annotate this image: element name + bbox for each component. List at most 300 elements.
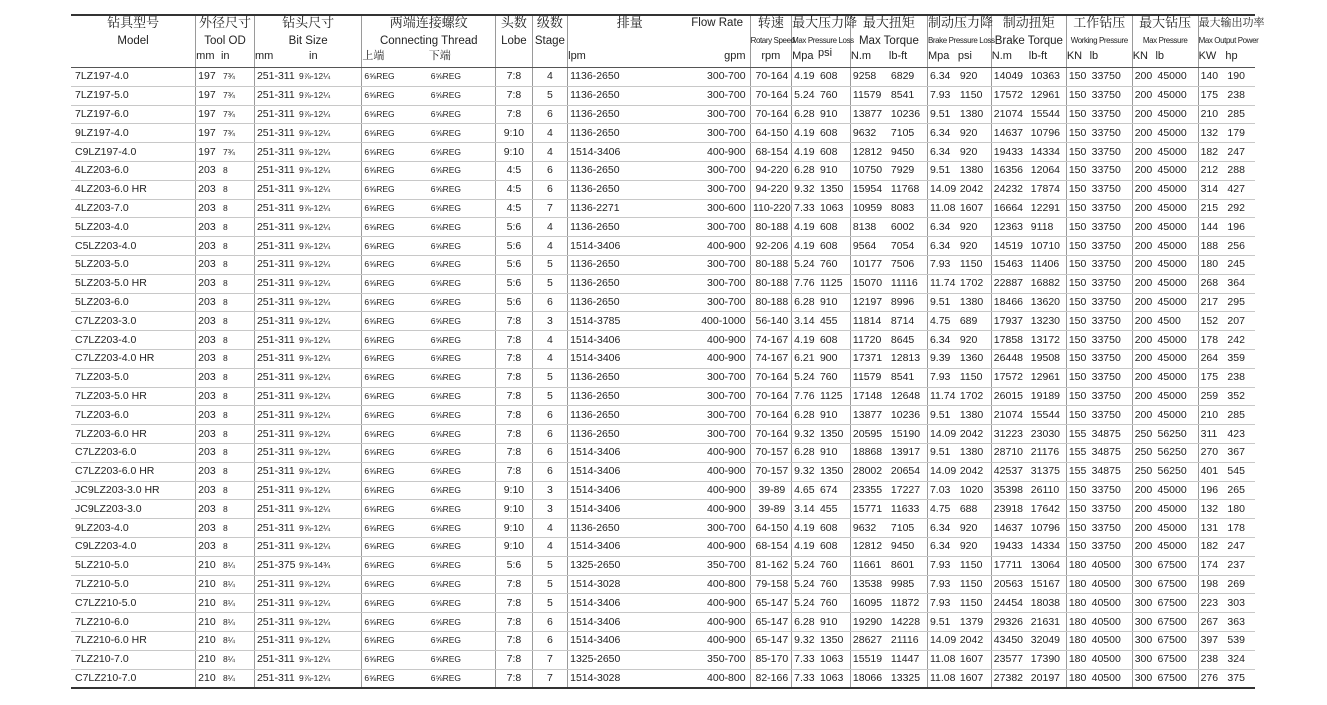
cell-flow-gpm: 350-700	[691, 650, 750, 669]
cell-power-hp: 238	[1225, 86, 1255, 105]
cell-brake-torque-lbft: 9118	[1029, 218, 1067, 237]
header-tool-od-cn: 外径尺寸	[196, 15, 255, 34]
cell-max-torque-lbft: 6002	[889, 218, 928, 237]
cell-model: 7LZ210-6.0 HR	[71, 631, 196, 650]
cell-tool-od-mm: 210	[196, 575, 221, 594]
cell-brake-pressure-psi: 2042	[958, 425, 991, 444]
cell-max-pressure-psi: 1350	[818, 180, 850, 199]
cell-brake-torque-nm: 17858	[991, 331, 1029, 350]
cell-flow-gpm: 400-900	[691, 349, 750, 368]
cell-model: C9LZ203-4.0	[71, 537, 196, 556]
cell-max-pressure-mpa: 4.19	[792, 143, 818, 162]
cell-stage: 7	[532, 199, 567, 218]
cell-max-wob-lb: 67500	[1155, 613, 1198, 632]
cell-working-kn: 150	[1066, 105, 1089, 124]
cell-stage: 4	[532, 143, 567, 162]
cell-flow-lpm: 1136-2650	[568, 180, 692, 199]
cell-max-wob-kn: 200	[1132, 124, 1155, 143]
cell-power-kw: 182	[1198, 537, 1225, 556]
cell-brake-pressure-mpa: 9.51	[927, 161, 957, 180]
cell-working-kn: 150	[1066, 274, 1089, 293]
motor-spec-sheet	[71, 14, 1265, 689]
header-brake-torque-en: Brake Torque	[991, 34, 1066, 49]
cell-bit-size-in: 9⅞-12¼	[297, 594, 362, 613]
cell-max-torque-lbft: 8541	[889, 368, 928, 387]
cell-power-hp: 545	[1225, 462, 1255, 481]
cell-working-kn: 150	[1066, 68, 1089, 87]
cell-max-wob-kn: 300	[1132, 556, 1155, 575]
cell-thread-bottom: 6⅝REG	[429, 631, 496, 650]
unit-speed-rpm: rpm	[750, 49, 792, 68]
cell-tool-od-in: 8	[221, 519, 254, 538]
cell-bit-size-mm: 251-311	[254, 180, 297, 199]
cell-brake-torque-lbft: 21176	[1029, 443, 1067, 462]
cell-max-pressure-mpa: 4.19	[792, 68, 818, 87]
cell-model: 9LZ203-4.0	[71, 519, 196, 538]
cell-flow-lpm: 1136-2650	[568, 105, 692, 124]
cell-bit-size-in: 9⅞-12¼	[297, 368, 362, 387]
cell-stage: 4	[532, 218, 567, 237]
table-row	[71, 556, 1255, 575]
cell-tool-od-in: 8	[221, 218, 254, 237]
cell-brake-pressure-psi: 1150	[958, 255, 991, 274]
cell-model: C7LZ210-7.0	[71, 669, 196, 688]
cell-tool-od-mm: 210	[196, 631, 221, 650]
cell-thread-bottom: 6⅝REG	[429, 519, 496, 538]
cell-power-kw: 401	[1198, 462, 1225, 481]
cell-stage: 6	[532, 406, 567, 425]
cell-working-kn: 150	[1066, 368, 1089, 387]
cell-max-wob-kn: 250	[1132, 443, 1155, 462]
cell-flow-lpm: 1136-2650	[568, 68, 692, 87]
cell-speed-rpm: 56-140	[750, 312, 792, 331]
cell-brake-pressure-mpa: 7.93	[927, 368, 957, 387]
cell-bit-size-mm: 251-311	[254, 537, 297, 556]
cell-working-lb: 33750	[1090, 387, 1133, 406]
cell-brake-torque-lbft: 10710	[1029, 237, 1067, 256]
cell-working-kn: 150	[1066, 293, 1089, 312]
cell-max-torque-nm: 8138	[850, 218, 889, 237]
cell-brake-torque-nm: 26015	[991, 387, 1029, 406]
cell-brake-pressure-mpa: 4.75	[927, 500, 957, 519]
cell-flow-lpm: 1136-2650	[568, 161, 692, 180]
cell-model: 7LZ203-5.0 HR	[71, 387, 196, 406]
cell-brake-pressure-psi: 920	[958, 537, 991, 556]
cell-lobe: 7:8	[496, 425, 532, 444]
cell-max-torque-lbft: 9985	[889, 575, 928, 594]
cell-max-pressure-mpa: 5.24	[792, 86, 818, 105]
cell-bit-size-in: 9⅞-12¼	[297, 180, 362, 199]
cell-working-kn: 150	[1066, 481, 1089, 500]
cell-max-pressure-mpa: 4.65	[792, 481, 818, 500]
cell-flow-lpm: 1136-2650	[568, 387, 692, 406]
cell-flow-gpm: 300-700	[691, 180, 750, 199]
cell-brake-torque-nm: 21074	[991, 406, 1029, 425]
cell-max-wob-lb: 45000	[1155, 293, 1198, 312]
cell-max-pressure-mpa: 4.19	[792, 237, 818, 256]
cell-brake-pressure-psi: 920	[958, 124, 991, 143]
cell-max-pressure-psi: 608	[818, 143, 850, 162]
cell-max-torque-lbft: 11872	[889, 594, 928, 613]
cell-bit-size-in: 9⅞-12¼	[297, 68, 362, 87]
cell-brake-torque-lbft: 12961	[1029, 368, 1067, 387]
cell-tool-od-in: 8	[221, 274, 254, 293]
header-output-power-cn: 最大输出功率	[1198, 17, 1265, 29]
cell-brake-torque-lbft: 15544	[1029, 105, 1067, 124]
cell-lobe: 9:10	[496, 143, 532, 162]
cell-max-wob-kn: 300	[1132, 631, 1155, 650]
cell-max-wob-kn: 300	[1132, 669, 1155, 688]
cell-lobe: 7:8	[496, 105, 532, 124]
cell-power-hp: 245	[1225, 255, 1255, 274]
cell-max-torque-lbft: 7054	[889, 237, 928, 256]
cell-working-kn: 180	[1066, 613, 1089, 632]
cell-speed-rpm: 94-220	[750, 161, 792, 180]
cell-brake-torque-nm: 14049	[991, 68, 1029, 87]
cell-brake-torque-lbft: 12961	[1029, 86, 1067, 105]
header-thread-en: Connecting Thread	[362, 34, 496, 49]
cell-max-torque-nm: 12197	[850, 293, 889, 312]
cell-max-torque-nm: 13877	[850, 105, 889, 124]
cell-tool-od-mm: 210	[196, 556, 221, 575]
cell-power-hp: 539	[1225, 631, 1255, 650]
cell-power-hp: 367	[1225, 443, 1255, 462]
cell-tool-od-mm: 210	[196, 594, 221, 613]
cell-brake-torque-lbft: 13620	[1029, 293, 1067, 312]
cell-flow-gpm: 400-900	[691, 443, 750, 462]
cell-lobe: 5:6	[496, 274, 532, 293]
cell-tool-od-mm: 203	[196, 331, 221, 350]
cell-brake-pressure-mpa: 9.51	[927, 443, 957, 462]
cell-bit-size-mm: 251-311	[254, 443, 297, 462]
cell-brake-torque-nm: 23577	[991, 650, 1029, 669]
cell-flow-gpm: 400-900	[691, 143, 750, 162]
cell-thread-top: 6⅝REG	[362, 406, 429, 425]
cell-brake-torque-lbft: 14334	[1029, 143, 1067, 162]
cell-max-pressure-mpa: 7.76	[792, 387, 818, 406]
cell-speed-rpm: 70-157	[750, 462, 792, 481]
cell-max-torque-lbft: 11768	[889, 180, 928, 199]
cell-max-torque-lbft: 8083	[889, 199, 928, 218]
cell-flow-gpm: 400-900	[691, 631, 750, 650]
unit-thread-top: 上端	[362, 49, 429, 68]
cell-max-pressure-mpa: 6.28	[792, 161, 818, 180]
cell-speed-rpm: 82-166	[750, 669, 792, 688]
cell-bit-size-mm: 251-311	[254, 519, 297, 538]
table-row	[71, 368, 1255, 387]
cell-max-wob-lb: 45000	[1155, 331, 1198, 350]
cell-max-wob-kn: 200	[1132, 237, 1155, 256]
cell-max-torque-nm: 23355	[850, 481, 889, 500]
cell-flow-lpm: 1136-2650	[568, 86, 692, 105]
table-row	[71, 443, 1255, 462]
cell-max-pressure-mpa: 6.28	[792, 406, 818, 425]
cell-max-wob-lb: 45000	[1155, 86, 1198, 105]
cell-flow-gpm: 400-900	[691, 613, 750, 632]
cell-max-wob-kn: 200	[1132, 500, 1155, 519]
cell-brake-torque-nm: 12363	[991, 218, 1029, 237]
cell-power-hp: 427	[1225, 180, 1255, 199]
cell-max-torque-lbft: 11116	[889, 274, 928, 293]
cell-working-kn: 150	[1066, 180, 1089, 199]
cell-bit-size-mm: 251-311	[254, 237, 297, 256]
cell-tool-od-mm: 203	[196, 425, 221, 444]
cell-bit-size-mm: 251-311	[254, 124, 297, 143]
cell-max-pressure-psi: 760	[818, 575, 850, 594]
cell-brake-pressure-psi: 2042	[958, 180, 991, 199]
cell-power-hp: 178	[1225, 519, 1255, 538]
cell-working-kn: 150	[1066, 387, 1089, 406]
cell-tool-od-in: 8	[221, 293, 254, 312]
cell-thread-top: 6⅝REG	[362, 293, 429, 312]
cell-power-kw: 314	[1198, 180, 1225, 199]
cell-flow-gpm: 400-900	[691, 594, 750, 613]
unit-stage	[532, 49, 567, 68]
cell-flow-gpm: 400-900	[691, 331, 750, 350]
cell-max-pressure-psi: 760	[818, 368, 850, 387]
cell-power-kw: 217	[1198, 293, 1225, 312]
header-max-torque-cn: 最大扭矩	[850, 15, 927, 34]
cell-bit-size-in: 9⅞-12¼	[297, 199, 362, 218]
cell-max-pressure-mpa: 6.28	[792, 105, 818, 124]
cell-thread-bottom: 6⅝REG	[429, 650, 496, 669]
header-max-pressure-loss-en: Max Pressure Loss	[792, 34, 851, 49]
cell-power-hp: 295	[1225, 293, 1255, 312]
cell-working-lb: 33750	[1090, 368, 1133, 387]
cell-power-kw: 188	[1198, 237, 1225, 256]
cell-bit-size-mm: 251-311	[254, 575, 297, 594]
cell-max-pressure-psi: 910	[818, 613, 850, 632]
cell-bit-size-mm: 251-311	[254, 387, 297, 406]
cell-lobe: 7:8	[496, 575, 532, 594]
cell-power-kw: 198	[1198, 575, 1225, 594]
cell-lobe: 7:8	[496, 631, 532, 650]
cell-power-hp: 324	[1225, 650, 1255, 669]
cell-brake-torque-nm: 19433	[991, 143, 1029, 162]
cell-stage: 4	[532, 519, 567, 538]
unit-brake-pressure-psi: psi	[958, 49, 991, 68]
cell-max-wob-kn: 200	[1132, 312, 1155, 331]
cell-stage: 5	[532, 594, 567, 613]
cell-max-torque-nm: 10750	[850, 161, 889, 180]
cell-brake-pressure-mpa: 14.09	[927, 425, 957, 444]
cell-tool-od-in: 8	[221, 349, 254, 368]
cell-max-torque-lbft: 15190	[889, 425, 928, 444]
cell-max-torque-lbft: 7506	[889, 255, 928, 274]
cell-lobe: 7:8	[496, 669, 532, 688]
cell-max-torque-lbft: 9450	[889, 537, 928, 556]
cell-brake-torque-lbft: 26110	[1029, 481, 1067, 500]
cell-max-torque-nm: 19290	[850, 613, 889, 632]
cell-flow-lpm: 1514-3406	[568, 349, 692, 368]
unit-power-hp: hp	[1225, 49, 1255, 68]
cell-flow-lpm: 1136-2650	[568, 519, 692, 538]
cell-max-pressure-psi: 608	[818, 124, 850, 143]
cell-flow-lpm: 1136-2650	[568, 274, 692, 293]
cell-max-torque-lbft: 11633	[889, 500, 928, 519]
spec-table	[71, 14, 1265, 689]
cell-max-pressure-psi: 1063	[818, 199, 850, 218]
cell-model: 7LZ203-6.0	[71, 406, 196, 425]
cell-lobe: 5:6	[496, 293, 532, 312]
cell-power-kw: 196	[1198, 481, 1225, 500]
cell-working-kn: 150	[1066, 199, 1089, 218]
cell-flow-gpm: 300-700	[691, 293, 750, 312]
cell-power-kw: 210	[1198, 105, 1225, 124]
cell-max-wob-lb: 45000	[1155, 180, 1198, 199]
cell-power-kw: 268	[1198, 274, 1225, 293]
cell-bit-size-mm: 251-311	[254, 425, 297, 444]
cell-model: 7LZ203-6.0 HR	[71, 425, 196, 444]
cell-max-pressure-mpa: 4.19	[792, 537, 818, 556]
cell-power-kw: 132	[1198, 500, 1225, 519]
cell-brake-pressure-psi: 1607	[958, 650, 991, 669]
table-row	[71, 86, 1255, 105]
cell-max-pressure-mpa: 6.28	[792, 443, 818, 462]
unit-max-torque-lbft: lb-ft	[889, 49, 928, 68]
cell-tool-od-mm: 203	[196, 387, 221, 406]
cell-bit-size-mm: 251-311	[254, 331, 297, 350]
cell-thread-bottom: 6⅝REG	[429, 406, 496, 425]
cell-max-pressure-mpa: 7.33	[792, 199, 818, 218]
cell-max-wob-kn: 200	[1132, 368, 1155, 387]
cell-max-pressure-psi: 608	[818, 331, 850, 350]
cell-flow-lpm: 1325-2650	[568, 556, 692, 575]
cell-max-wob-kn: 300	[1132, 575, 1155, 594]
header-max-torque-en: Max Torque	[850, 34, 927, 49]
cell-bit-size-mm: 251-311	[254, 105, 297, 124]
cell-stage: 6	[532, 161, 567, 180]
cell-max-torque-nm: 20595	[850, 425, 889, 444]
cell-brake-pressure-psi: 1380	[958, 105, 991, 124]
cell-working-kn: 180	[1066, 556, 1089, 575]
cell-brake-torque-nm: 17937	[991, 312, 1029, 331]
cell-stage: 6	[532, 180, 567, 199]
cell-brake-torque-lbft: 21631	[1029, 613, 1067, 632]
cell-max-pressure-mpa: 9.32	[792, 425, 818, 444]
cell-bit-size-mm: 251-311	[254, 312, 297, 331]
cell-lobe: 9:10	[496, 124, 532, 143]
cell-power-kw: 152	[1198, 312, 1225, 331]
cell-brake-torque-nm: 14519	[991, 237, 1029, 256]
header-max-pressure-loss-cn: 最大压力降	[792, 15, 851, 34]
cell-bit-size-mm: 251-311	[254, 293, 297, 312]
cell-power-hp: 288	[1225, 161, 1255, 180]
table-row	[71, 255, 1255, 274]
cell-max-pressure-psi: 900	[818, 349, 850, 368]
cell-power-kw: 178	[1198, 331, 1225, 350]
cell-brake-pressure-mpa: 9.51	[927, 293, 957, 312]
cell-max-pressure-psi: 760	[818, 86, 850, 105]
cell-max-wob-lb: 45000	[1155, 274, 1198, 293]
cell-stage: 5	[532, 575, 567, 594]
cell-brake-torque-nm: 42537	[991, 462, 1029, 481]
cell-max-pressure-psi: 608	[818, 519, 850, 538]
cell-stage: 5	[532, 387, 567, 406]
cell-tool-od-mm: 203	[196, 218, 221, 237]
cell-speed-rpm: 85-170	[750, 650, 792, 669]
cell-tool-od-mm: 203	[196, 349, 221, 368]
cell-speed-rpm: 65-147	[750, 613, 792, 632]
cell-speed-rpm: 39-89	[750, 481, 792, 500]
cell-lobe: 4:5	[496, 199, 532, 218]
cell-max-torque-nm: 16095	[850, 594, 889, 613]
cell-bit-size-mm: 251-311	[254, 669, 297, 688]
cell-max-pressure-psi: 910	[818, 105, 850, 124]
cell-max-pressure-mpa: 7.33	[792, 669, 818, 688]
cell-lobe: 7:8	[496, 462, 532, 481]
cell-thread-bottom: 6⅝REG	[429, 124, 496, 143]
cell-lobe: 4:5	[496, 180, 532, 199]
cell-max-torque-lbft: 8541	[889, 86, 928, 105]
table-row	[71, 594, 1255, 613]
unit-brake-torque-nm: N.m	[991, 49, 1029, 68]
cell-max-wob-kn: 200	[1132, 161, 1155, 180]
cell-brake-torque-nm: 16356	[991, 161, 1029, 180]
cell-power-hp: 269	[1225, 575, 1255, 594]
cell-flow-gpm: 400-900	[691, 481, 750, 500]
cell-brake-torque-nm: 20563	[991, 575, 1029, 594]
cell-max-torque-lbft: 14228	[889, 613, 928, 632]
unit-max-pressure-psi: psi	[818, 49, 850, 68]
cell-thread-top: 6⅝REG	[362, 462, 429, 481]
cell-max-wob-lb: 45000	[1155, 124, 1198, 143]
unit-max-pressure-mpa: Mpa	[792, 49, 818, 68]
cell-flow-lpm: 1136-2650	[568, 218, 692, 237]
cell-lobe: 4:5	[496, 161, 532, 180]
cell-working-kn: 150	[1066, 255, 1089, 274]
table-row	[71, 274, 1255, 293]
cell-thread-top: 6⅝REG	[362, 180, 429, 199]
cell-max-wob-lb: 56250	[1155, 462, 1198, 481]
cell-max-wob-kn: 200	[1132, 519, 1155, 538]
cell-stage: 6	[532, 105, 567, 124]
table-row	[71, 349, 1255, 368]
cell-bit-size-mm: 251-311	[254, 594, 297, 613]
cell-max-torque-lbft: 9450	[889, 143, 928, 162]
cell-flow-lpm: 1514-3406	[568, 331, 692, 350]
cell-model: 5LZ203-5.0 HR	[71, 274, 196, 293]
cell-flow-gpm: 350-700	[691, 556, 750, 575]
header-model-unit	[71, 49, 196, 68]
cell-max-wob-lb: 67500	[1155, 556, 1198, 575]
cell-max-torque-nm: 17148	[850, 387, 889, 406]
cell-lobe: 7:8	[496, 312, 532, 331]
cell-brake-torque-nm: 17572	[991, 368, 1029, 387]
cell-stage: 6	[532, 443, 567, 462]
cell-speed-rpm: 65-147	[750, 631, 792, 650]
cell-working-kn: 180	[1066, 575, 1089, 594]
cell-max-pressure-mpa: 5.24	[792, 255, 818, 274]
cell-brake-torque-lbft: 15544	[1029, 406, 1067, 425]
cell-max-pressure-psi: 608	[818, 218, 850, 237]
cell-brake-pressure-psi: 1607	[958, 199, 991, 218]
cell-brake-torque-nm: 19433	[991, 537, 1029, 556]
cell-brake-pressure-mpa: 4.75	[927, 312, 957, 331]
cell-working-lb: 40500	[1090, 631, 1133, 650]
cell-max-torque-lbft: 7929	[889, 161, 928, 180]
cell-stage: 5	[532, 86, 567, 105]
cell-tool-od-mm: 210	[196, 613, 221, 632]
cell-brake-pressure-psi: 1150	[958, 368, 991, 387]
cell-brake-pressure-psi: 920	[958, 519, 991, 538]
cell-working-lb: 33750	[1090, 406, 1133, 425]
cell-brake-torque-lbft: 23030	[1029, 425, 1067, 444]
cell-bit-size-in: 9⅞-12¼	[297, 255, 362, 274]
cell-working-kn: 150	[1066, 218, 1089, 237]
cell-max-pressure-psi: 1063	[818, 669, 850, 688]
unit-max-wob-kn: KN	[1132, 49, 1155, 68]
